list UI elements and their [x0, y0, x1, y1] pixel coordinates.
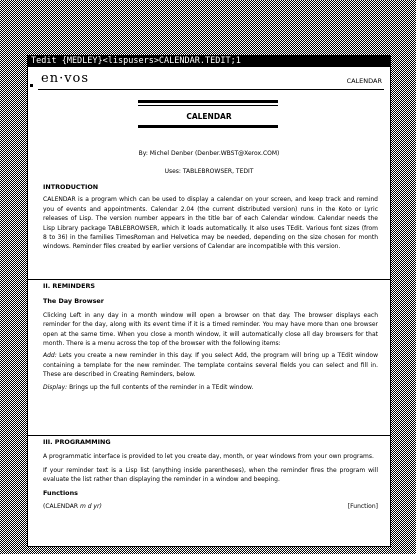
function-args: m d yr) [79, 503, 102, 511]
document-area[interactable] [28, 67, 390, 546]
title-rule-top [138, 100, 278, 103]
section-rule-programming [28, 435, 390, 436]
display-item-label: Display: [43, 383, 68, 391]
function-type: [Function] [347, 503, 378, 511]
display-item-paragraph [43, 383, 378, 392]
section-reminders [43, 282, 378, 392]
add-item-paragraph [43, 351, 378, 379]
envos-logo: en·vos [41, 71, 90, 86]
header-rule [38, 89, 384, 90]
programming-paragraph-1: A programmatic interface is provided to let you create day, month, or year windows from your own programs. [43, 453, 374, 461]
function-name: (CALENDAR [43, 503, 79, 511]
intro-heading: INTRODUCTION [43, 183, 99, 191]
window-title-bar[interactable]: Tedit {MEDLEY}<lispusers>CALENDAR.TEDIT;1 [28, 56, 390, 67]
reminders-heading: II. REMINDERS [43, 282, 95, 290]
tedit-window[interactable] [27, 55, 391, 547]
section-introduction [43, 183, 378, 252]
add-item-text: Lets you create a new reminder in this day. If you select Add, the program will bring up a TEdit window containing a template for the new reminder. The template contains several fields you can select and fill in. These are described in Creating Reminders, below. [43, 352, 378, 379]
day-browser-paragraph: Clicking Left in any day in a month window will open a browser on that day. The browser displays each reminder for the day, along with its event time if it is a timed reminder. You may have more than one browser open at the same time. When you close a month window, it will automatically close all day browsers for that month. There is a menu across the top of the browser with the following items: [43, 311, 378, 348]
section-programming [43, 438, 378, 511]
document-title: CALENDAR [186, 112, 232, 121]
intro-paragraph: CALENDAR is a program which can be used to display a calendar on your screen, and keep track and remind you of events and appointments. Calendar 2.04 (the current distributed version) runs in the Koto or Lyric releases of Lisp. The version number appears in the title bar of each Calendar window. Calendar needs the Lisp Library package TABLEBROWSER, which it loads automatically. It also uses TEdit. Various font sizes (from 8 to 36) in the families TimesRoman and Helvetica may be needed, depending on the size chosen for month windows. Reminder files created by earlier versions of Calendar are incompatible with this version. [43, 196, 378, 251]
byline: By: Michel Denber (Denber.WBST@Xerox.COM) [138, 150, 280, 157]
programming-paragraph-2: If your reminder text is a Lisp list (anything inside parentheses), when the reminder fires the program will evaluate the list rather than displaying the reminder in a window and beeping. [43, 466, 378, 484]
add-item-label: Add: [43, 352, 57, 360]
paragraph-marker-icon [30, 84, 33, 87]
day-browser-subheading: The Day Browser [43, 297, 104, 306]
programming-heading: III. PROGRAMMING [43, 438, 111, 446]
running-header-label: CALENDAR [346, 77, 382, 85]
function-name-group [43, 502, 102, 511]
functions-heading: Functions [43, 488, 78, 497]
title-rule-top-thin [138, 105, 278, 106]
section-rule-reminders [28, 279, 390, 280]
display-item-text: Brings up the full contents of the reminder in a TEdit window. [69, 383, 254, 391]
title-rule-bottom [138, 125, 278, 128]
function-signature [43, 502, 378, 511]
uses-line: Uses: TABLEBROWSER, TEDIT [164, 168, 254, 175]
